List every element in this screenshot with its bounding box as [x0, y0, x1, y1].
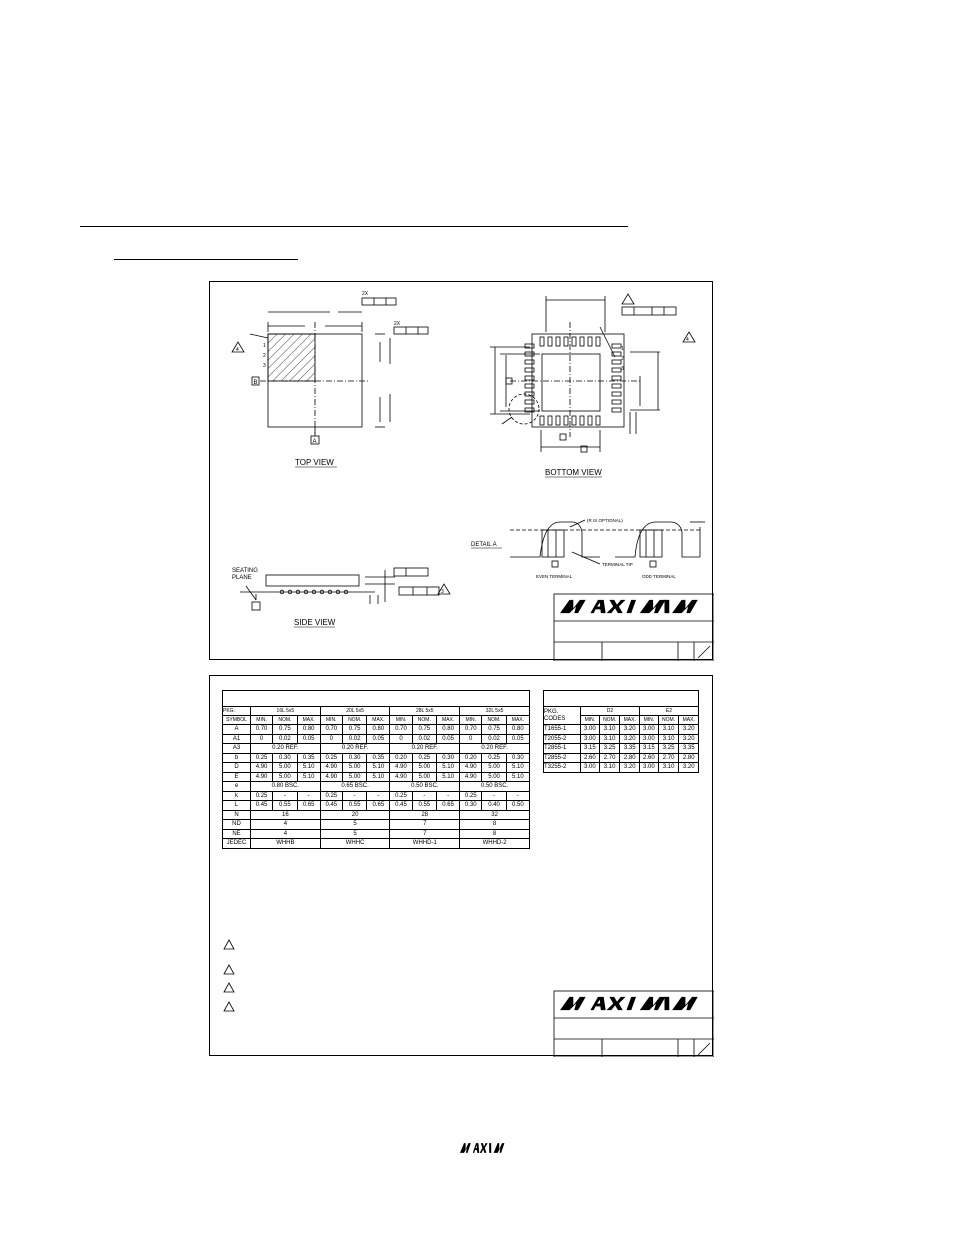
dimension-row	[223, 820, 530, 830]
value-cell: 0.20	[390, 753, 412, 763]
value-span-cell: 0.20 REF.	[390, 744, 460, 754]
pad-value-cell: 3.20	[620, 725, 640, 735]
value-cell: 4.90	[390, 763, 412, 773]
note-flag-bottom-right	[683, 332, 695, 342]
pad-value-cell: 3.25	[658, 744, 679, 754]
pad-value-cell: 3.00	[581, 734, 600, 744]
value-cell: 0.80	[506, 725, 529, 735]
package-header-28l: 28L 5x5	[390, 707, 460, 716]
pad-value-cell: 3.10	[658, 763, 679, 773]
value-span-cell: 0.65 BSC.	[320, 782, 390, 792]
note-triangle-3	[223, 982, 235, 993]
value-cell: 0.20	[460, 753, 482, 763]
value-cell: 0.80	[437, 725, 460, 735]
pad-value-cell: 3.10	[599, 725, 620, 735]
value-cell: 5.10	[506, 772, 529, 782]
value-cell: 0.70	[460, 725, 482, 735]
two-x-callout-1: 2X	[362, 291, 369, 297]
pad-col-nom: NOM.	[658, 716, 679, 725]
col-max: MAX.	[506, 716, 529, 725]
value-cell: 0.70	[320, 725, 342, 735]
detail-dim-box-1	[552, 561, 558, 567]
pad-value-cell: 2.70	[658, 753, 679, 763]
value-span-cell: WHHB	[251, 839, 321, 849]
pad-value-cell: 3.20	[679, 725, 699, 735]
value-cell: 5.10	[506, 763, 529, 773]
value-cell: -	[297, 791, 320, 801]
seating-datum-box	[252, 602, 260, 610]
symbol-cell: e	[223, 782, 251, 792]
symbol-cell: N	[223, 810, 251, 820]
value-cell: 5.00	[482, 772, 507, 782]
dimension-row	[223, 791, 530, 801]
value-cell: 4.90	[460, 772, 482, 782]
value-span-cell: 8	[460, 820, 530, 830]
pad-col-min: MIN.	[581, 716, 600, 725]
pkg-codes-label-line1: PKG.	[544, 708, 559, 715]
value-cell: 0.25	[390, 791, 412, 801]
value-span-cell: WHHD-1	[390, 839, 460, 849]
dimension-row	[223, 801, 530, 811]
value-cell: 0.30	[273, 753, 298, 763]
pad-value-cell: 3.10	[658, 734, 679, 744]
note-triangle-1	[223, 939, 235, 950]
seating-plane-label-2: PLANE	[232, 575, 252, 581]
datum-b-label: B	[253, 380, 258, 386]
tolerance-frame-side-2	[399, 587, 439, 595]
value-cell: 0.75	[412, 725, 437, 735]
value-cell: 5.00	[482, 763, 507, 773]
value-span-cell: 0.50 BSC.	[460, 782, 530, 792]
value-cell: 0.05	[506, 734, 529, 744]
value-span-cell: 32	[460, 810, 530, 820]
value-span-cell: 8	[460, 829, 530, 839]
value-cell: 5.00	[412, 772, 437, 782]
value-cell: 0.30	[437, 753, 460, 763]
value-cell: 0.45	[390, 801, 412, 811]
col-min: MIN.	[251, 716, 273, 725]
pad-table-group-row	[544, 707, 699, 716]
header-rule	[80, 226, 628, 227]
pad-value-cell: 3.00	[581, 725, 600, 735]
value-cell: 5.00	[273, 763, 298, 773]
note-triangle-2	[223, 964, 235, 975]
value-span-cell: WHHD-2	[460, 839, 530, 849]
value-cell: -	[342, 791, 367, 801]
datum-a-label: A	[312, 439, 317, 445]
pad-col-max: MAX.	[620, 716, 640, 725]
col-max: MAX.	[297, 716, 320, 725]
dimension-row	[223, 763, 530, 773]
value-span-cell: WHHC	[320, 839, 390, 849]
exposed-pad-table	[543, 690, 699, 773]
symbol-cell: L	[223, 801, 251, 811]
value-cell: 0	[460, 734, 482, 744]
value-cell: 0.55	[412, 801, 437, 811]
value-cell: 5.10	[437, 772, 460, 782]
dimension-row	[223, 829, 530, 839]
dimension-row	[223, 725, 530, 735]
pin-3-label: 3	[263, 363, 266, 369]
note-flag-bottom	[622, 294, 634, 304]
symbol-cell: E	[223, 772, 251, 782]
pad-value-cell: 2.70	[599, 753, 620, 763]
value-span-cell: 0.20 REF.	[320, 744, 390, 754]
note-triangle-4	[223, 1001, 235, 1012]
value-cell: 0.30	[506, 753, 529, 763]
value-cell: 0	[251, 734, 273, 744]
pad-value-cell: 3.20	[679, 763, 699, 773]
pad-value-cell: 3.20	[679, 734, 699, 744]
pad-value-cell: 3.10	[599, 734, 620, 744]
value-cell: 4.90	[320, 763, 342, 773]
pad-value-cell: 3.10	[599, 763, 620, 773]
pad-row	[544, 763, 699, 773]
pin1-hatch-area	[268, 334, 315, 381]
dimension-row	[223, 810, 530, 820]
value-cell: 0.05	[297, 734, 320, 744]
package-header-32l: 32L 5x5	[460, 707, 530, 716]
value-cell: 0.02	[412, 734, 437, 744]
col-min: MIN.	[320, 716, 342, 725]
pad-value-cell: 3.15	[581, 744, 600, 754]
dimension-row	[223, 744, 530, 754]
value-span-cell: 28	[390, 810, 460, 820]
two-x-callout-2: 2X	[394, 321, 401, 327]
terminal-tip-label: TERMINAL TIP	[602, 562, 633, 567]
value-cell: 0.25	[412, 753, 437, 763]
value-cell: 5.10	[367, 772, 390, 782]
value-span-cell: 0.50 BSC.	[390, 782, 460, 792]
exposed-pad	[542, 354, 600, 411]
pkg-code-cell: T2055-2	[544, 734, 581, 744]
maxim-logo	[560, 600, 698, 613]
symbol-cell: D	[223, 763, 251, 773]
value-cell: 0.25	[460, 791, 482, 801]
outline-drawing	[210, 282, 714, 661]
tolerance-frame-side-1	[394, 568, 428, 576]
col-nom: NOM.	[342, 716, 367, 725]
pkg-codes-label-line2: CODES	[544, 715, 566, 722]
detail-lead-odd	[640, 530, 662, 557]
pad-col-min: MIN.	[639, 716, 658, 725]
value-cell: -	[412, 791, 437, 801]
pkg-code-cell: T2855-2	[544, 753, 581, 763]
bottom-view-label: BOTTOM VIEW	[545, 468, 602, 477]
value-cell: 0.25	[251, 791, 273, 801]
value-cell: 5.00	[412, 763, 437, 773]
col-nom: NOM.	[412, 716, 437, 725]
top-view-label: TOP VIEW	[295, 458, 334, 467]
value-cell: 0.55	[273, 801, 298, 811]
value-span-cell: 0.80 BSC.	[251, 782, 321, 792]
maxim-logo-2	[560, 997, 698, 1010]
pad-value-cell: 3.20	[620, 763, 640, 773]
symbol-label: SYMBOL	[223, 716, 251, 725]
detail-a-label: DETAIL A	[471, 542, 497, 548]
tolerance-frame-top-2	[394, 327, 428, 334]
value-cell: -	[273, 791, 298, 801]
value-span-cell: 0.20 REF.	[460, 744, 530, 754]
table-column-row	[223, 716, 530, 725]
table-caption-row	[223, 691, 530, 707]
value-cell: 5.10	[437, 763, 460, 773]
subheader-rule	[114, 259, 298, 260]
col-max: MAX.	[367, 716, 390, 725]
pad-row	[544, 725, 699, 735]
pad-row	[544, 744, 699, 754]
pad-value-cell: 3.25	[599, 744, 620, 754]
even-terminal-label: EVEN TERMINAL	[536, 574, 573, 579]
value-cell: 0.45	[251, 801, 273, 811]
value-cell: 5.00	[342, 763, 367, 773]
dimension-row	[223, 734, 530, 744]
group-d2: D2	[581, 707, 640, 716]
value-cell: 0.65	[367, 801, 390, 811]
pad-value-cell: 3.35	[620, 744, 640, 754]
value-cell: 0.70	[251, 725, 273, 735]
value-span-cell: 5	[320, 820, 390, 830]
pad-value-cell: 3.35	[679, 744, 699, 754]
symbol-cell: A	[223, 725, 251, 735]
pad-col-nom: NOM.	[599, 716, 620, 725]
symbol-cell: b	[223, 753, 251, 763]
pad-value-cell: 3.00	[639, 763, 658, 773]
value-cell: 0.30	[342, 753, 367, 763]
pad-col-max: MAX.	[679, 716, 699, 725]
value-cell: 0.25	[251, 753, 273, 763]
pad-value-cell: 3.20	[620, 734, 640, 744]
value-cell: 0.75	[342, 725, 367, 735]
pad-table-caption-row	[544, 691, 699, 707]
dimension-row	[223, 772, 530, 782]
pad-row	[544, 753, 699, 763]
value-span-cell: 7	[390, 829, 460, 839]
outline-drawing-sheet	[209, 281, 713, 660]
pad-value-cell: 3.15	[639, 744, 658, 754]
note-flag-side	[438, 584, 450, 594]
value-cell: 0.75	[273, 725, 298, 735]
symbol-cell: JEDEC	[223, 839, 251, 849]
dimension-row	[223, 753, 530, 763]
note-flag-4-text: 4	[236, 347, 239, 353]
col-min: MIN.	[390, 716, 412, 725]
pad-value-cell: 3.00	[639, 734, 658, 744]
value-cell: 4.90	[320, 772, 342, 782]
value-cell: 0.30	[460, 801, 482, 811]
package-dimension-table	[222, 690, 530, 849]
footer-maxim-logo	[460, 1141, 520, 1155]
pkg-code-cell: T2855-1	[544, 744, 581, 754]
bottom-pin-3-label: 3	[621, 366, 624, 372]
note-flag-3-text: 3	[441, 589, 444, 595]
pkg-code-cell: T3255-2	[544, 763, 581, 773]
detail-dim-box-2	[650, 561, 656, 567]
value-cell: 0.05	[367, 734, 390, 744]
pad-value-cell: 3.00	[581, 763, 600, 773]
value-cell: 0.40	[482, 801, 507, 811]
value-span-cell: 0.20 REF.	[251, 744, 321, 754]
value-cell: 4.90	[460, 763, 482, 773]
value-cell: 5.00	[273, 772, 298, 782]
pad-value-cell: 2.60	[581, 753, 600, 763]
value-cell: 0.35	[367, 753, 390, 763]
value-cell: 5.00	[342, 772, 367, 782]
value-cell: 5.10	[297, 772, 320, 782]
dimension-row	[223, 839, 530, 849]
col-nom: NOM.	[482, 716, 507, 725]
pkg-label: PKG.	[223, 707, 251, 716]
symbol-cell: NE	[223, 829, 251, 839]
symbol-cell: ND	[223, 820, 251, 830]
dim-box-2	[560, 434, 566, 440]
side-view-body	[266, 575, 359, 586]
pad-value-cell: 3.00	[639, 725, 658, 735]
value-cell: 5.10	[297, 763, 320, 773]
package-header-20l: 20L 5x5	[320, 707, 390, 716]
value-cell: 0.25	[320, 753, 342, 763]
value-cell: 0.05	[437, 734, 460, 744]
detail-even-terminal	[510, 522, 600, 557]
value-span-cell: 5	[320, 829, 390, 839]
pad-value-cell: 2.80	[679, 753, 699, 763]
symbol-cell: A3	[223, 744, 251, 754]
tolerance-frame-bottom	[622, 307, 676, 315]
pkg-codes-label	[544, 707, 581, 725]
tolerance-frame-top-1	[362, 298, 396, 305]
value-cell: 4.90	[251, 772, 273, 782]
table-package-row	[223, 707, 530, 716]
value-span-cell: 4	[251, 820, 321, 830]
value-cell: 0.25	[482, 753, 507, 763]
value-cell: 0	[320, 734, 342, 744]
value-cell: 0.02	[482, 734, 507, 744]
pkg-code-cell: T1655-1	[544, 725, 581, 735]
value-span-cell: 7	[390, 820, 460, 830]
col-min: MIN.	[460, 716, 482, 725]
value-cell: 0.65	[297, 801, 320, 811]
symbol-cell: A1	[223, 734, 251, 744]
seating-plane-label-1: SEATING	[232, 568, 258, 574]
col-nom: NOM.	[273, 716, 298, 725]
value-cell: 0.65	[437, 801, 460, 811]
value-cell: 0.70	[390, 725, 412, 735]
side-view-label: SIDE VIEW	[294, 618, 336, 627]
bottom-pin-1-label: 1	[621, 346, 624, 352]
value-cell: 0.55	[342, 801, 367, 811]
note-flag-4b-text: 4	[686, 337, 689, 343]
pad-value-cell: 3.10	[658, 725, 679, 735]
detail-a-circle	[509, 394, 539, 424]
detail-odd-terminal	[615, 522, 700, 557]
value-span-cell: 16	[251, 810, 321, 820]
value-cell: 0.75	[482, 725, 507, 735]
value-span-cell: 20	[320, 810, 390, 820]
col-max: MAX.	[437, 716, 460, 725]
value-cell: 4.90	[251, 763, 273, 773]
value-cell: 5.10	[367, 763, 390, 773]
value-cell: -	[437, 791, 460, 801]
pin-2-label: 2	[263, 353, 266, 359]
symbol-cell: k	[223, 791, 251, 801]
value-cell: 0	[390, 734, 412, 744]
value-cell: 0.02	[342, 734, 367, 744]
value-cell: 0.50	[506, 801, 529, 811]
value-cell: 4.90	[390, 772, 412, 782]
value-cell: 0.45	[320, 801, 342, 811]
pad-value-cell: 2.60	[639, 753, 658, 763]
value-cell: 0.35	[297, 753, 320, 763]
pin-1-label: 1	[263, 343, 266, 349]
r-optional-label: (R IS OPTIONAL)	[587, 518, 623, 523]
pad-value-cell: 2.80	[620, 753, 640, 763]
value-span-cell: 4	[251, 829, 321, 839]
value-cell: 0.80	[297, 725, 320, 735]
bottom-pin-2-label: 2	[621, 356, 624, 362]
group-e2: E2	[639, 707, 698, 716]
value-cell: -	[506, 791, 529, 801]
value-cell: -	[367, 791, 390, 801]
package-header-16l: 16L 5x5	[251, 707, 321, 716]
value-cell: 0.80	[367, 725, 390, 735]
value-cell: -	[482, 791, 507, 801]
odd-terminal-label: ODD TERMINAL	[642, 574, 676, 579]
dimension-row	[223, 782, 530, 792]
pad-row	[544, 734, 699, 744]
dimension-table-sheet	[209, 675, 713, 1056]
value-cell: 0.25	[320, 791, 342, 801]
value-cell: 0.02	[273, 734, 298, 744]
